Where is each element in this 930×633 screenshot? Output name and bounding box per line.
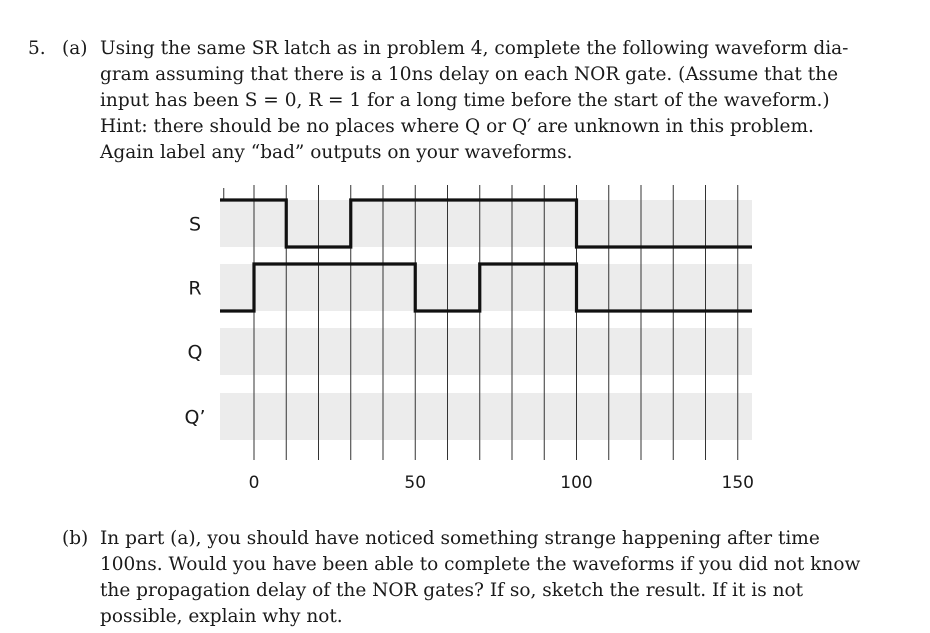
part-a-line: Hint: there should be no places where Q or Q′ are unknown in this problem. bbox=[100, 116, 814, 137]
part-b-line: 100ns. Would you have been able to complete the waveforms if you did not know bbox=[100, 554, 861, 575]
part-b-line: In part (a), you should have noticed something strange happening after time bbox=[100, 528, 820, 549]
signal-label: Q’ bbox=[184, 406, 206, 429]
part-a-line: input has been S = 0, R = 1 for a long time before the start of the waveform.) bbox=[100, 90, 830, 111]
part-b-line: the propagation delay of the NOR gates? If so, sketch the result. If it is not bbox=[100, 580, 804, 601]
time-axis-labels bbox=[249, 473, 754, 493]
signal-band bbox=[220, 200, 752, 247]
time-label: 50 bbox=[404, 473, 427, 493]
signal-labels bbox=[185, 214, 206, 429]
part-a-label: (a) bbox=[62, 38, 88, 59]
part-a-line: gram assuming that there is a 10ns delay on each NOR gate. (Assume that the bbox=[100, 64, 839, 85]
part-a-line: Again label any “bad” outputs on your waveforms. bbox=[100, 142, 573, 163]
signal-label: S bbox=[188, 213, 202, 236]
time-label: 150 bbox=[721, 473, 754, 493]
signal-band bbox=[220, 264, 752, 311]
signal-label: R bbox=[188, 277, 202, 300]
part-b-line: possible, explain why not. bbox=[100, 606, 343, 627]
signal-band bbox=[220, 328, 752, 375]
signal-band bbox=[220, 393, 752, 440]
problem-number: 5. bbox=[28, 38, 46, 59]
part-a-line: Using the same SR latch as in problem 4, complete the following waveform dia- bbox=[100, 38, 849, 59]
signal-bands bbox=[220, 200, 752, 440]
time-label: 0 bbox=[248, 473, 260, 493]
signal-label: Q bbox=[187, 341, 203, 364]
time-label: 100 bbox=[560, 473, 593, 493]
part-b-label: (b) bbox=[62, 528, 89, 549]
